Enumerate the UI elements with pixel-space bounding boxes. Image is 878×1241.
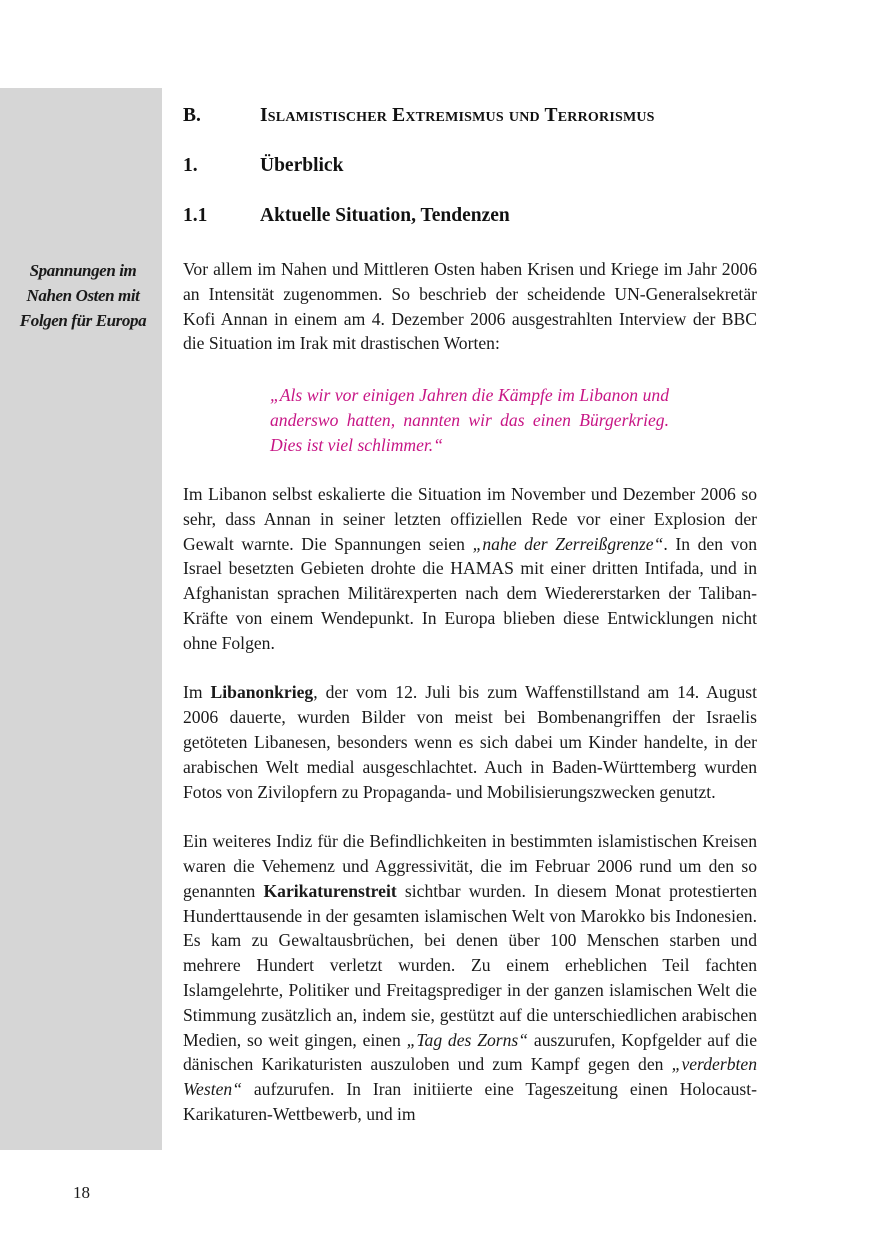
page-number: 18 — [73, 1183, 90, 1202]
margin-note — [8, 258, 158, 333]
section-title: Aktuelle Situation, Tendenzen — [260, 205, 510, 226]
keyword-libanonkrieg: Libanonkrieg — [210, 682, 314, 703]
text-run: , der vom 12. Juli bis zum Waffenstillstand am 14. August 2006 dauerte, wurden Bilder von meist bei Bombenangriffen der Israelis getöteten Libanesen, besonders wenn es sich dabei um Kinder handelte, in der arabischen Welt medial ausgeschlachtet. Auch in Baden-Württemberg wurden Fotos von Zivilopfern zu Propaganda- und Mobilisierungszwecken genutzt. — [183, 682, 757, 802]
body-paragraph: Vor allem im Nahen und Mittleren Osten haben Krisen und Kriege im Jahr 2006 an Intensität zugenommen. So beschrieb der scheidende UN-Generalsekretär Kofi Annan in einem am 4. Dezember 2006 ausgestrahlten Interview der BBC die Situation im Irak mit drastischen Worten: — [183, 259, 757, 354]
annan-quote: „Als wir vor einigen Jahren die Kämpfe im Libanon und anderswo hatten, nannten wir das einen Bürgerkrieg. Dies ist viel schlimmer.“ — [270, 385, 669, 455]
body-paragraph — [183, 680, 757, 804]
section-number: B. — [183, 105, 201, 126]
emphasis-text: „nahe der Zerreißgrenze“ — [472, 533, 664, 554]
section-heading-b — [183, 105, 655, 127]
text-run: . In den von Israel besetzten Gebieten drohte die HAMAS mit einer dritten Intifada, und in Afghanistan sprachen Militärexperten nach dem Wiedererstarken der Taliban-Kräfte von einem Wendepunkt. In Europa blieben diese Entwicklungen nicht ohne Folgen. — [183, 533, 757, 653]
keyword-karikaturenstreit: Karikaturenstreit — [263, 880, 397, 901]
emphasis-text: „Tag des Zorns“ — [406, 1029, 529, 1050]
section-number: 1.1 — [183, 205, 208, 226]
section-title: Islamistischer Extremismus und Terrorismus — [260, 105, 655, 126]
body-paragraph — [183, 482, 757, 656]
text-run: aufzurufen. In Iran initiierte eine Tageszeitung einen Holocaust-Karikaturen-Wettbewerb, und im — [183, 1079, 757, 1124]
body-text-block — [183, 482, 757, 1152]
margin-note-line: Folgen für Europa — [19, 311, 147, 330]
section-number: 1. — [183, 155, 198, 176]
text-run: Ein weiteres Indiz für die Befindlichkeiten in bestimmten islamistischen Kreisen waren die Vehemenz und Aggressivität, die im Februar 2006 rund um den so genannten — [183, 831, 757, 901]
margin-note-line: Spannungen im — [29, 261, 137, 280]
section-heading-1-1 — [183, 205, 510, 227]
text-run: Im — [183, 682, 211, 703]
intro-paragraph-block — [183, 257, 757, 381]
section-title: Überblick — [260, 155, 344, 176]
body-paragraph — [183, 829, 757, 1127]
section-heading-1 — [183, 155, 343, 177]
margin-sidebar — [0, 88, 162, 1150]
emphasis-text: „verderbten Westen“ — [183, 1054, 757, 1100]
margin-note-line: Nahen Osten mit — [26, 286, 140, 305]
text-run: sichtbar wurden. In diesem Monat protestierten Hunderttausende in der gesamten islamischen Welt von Marokko bis Indonesien. Es kam zu Gewaltausbrüchen, bei denen über 100 Menschen starben und mehrere Hundert verletzt wurden. Zu einem erheblichen Teil fachten Islamgelehrte, Politiker und Freitagsprediger in der ganzen islamischen Welt die Stimmung zusätzlich an, indem sie, gestützt auf die unterschiedlichen arabischen Medien, so weit gingen, einen — [183, 880, 758, 1050]
text-run: auszurufen, Kopfgelder auf die dänischen Karikaturisten auszuloben und zum Kampf gegen den — [183, 1029, 757, 1075]
text-run: Im Libanon selbst eskalierte die Situation im November und Dezember 2006 so sehr, dass Annan in seiner letzten offiziellen Rede vor einer Explosion der Gewalt warnte. Die Spannungen seien — [183, 484, 757, 554]
